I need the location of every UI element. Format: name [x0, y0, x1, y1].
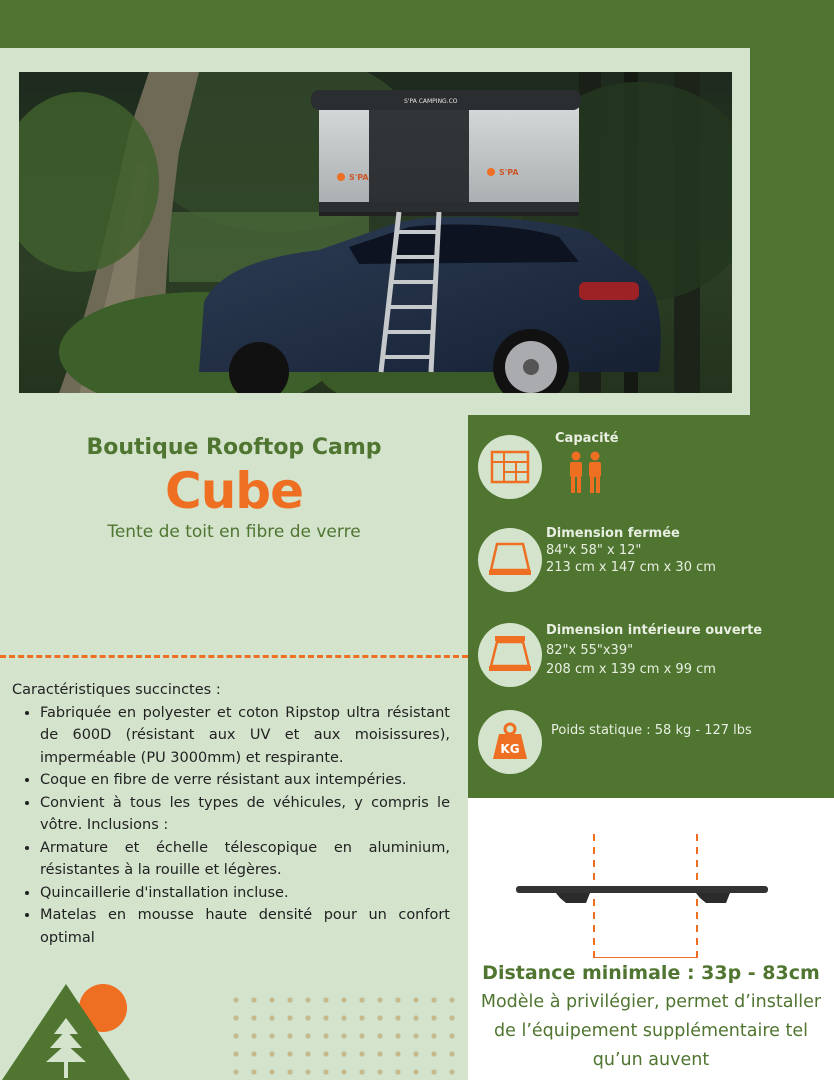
tent-logo-right: S'PA — [499, 168, 519, 177]
tent-logo-left: S'PA — [349, 173, 369, 182]
two-people-icon — [566, 451, 606, 499]
weight-icon — [478, 710, 542, 774]
features-title: Caractéristiques succinctes : — [12, 682, 221, 698]
tent-logo-mark-left — [337, 173, 345, 181]
tent-logo-mark-right — [487, 168, 495, 176]
roof-rack-diagram — [468, 798, 834, 958]
product-tagline: Tente de toit en fibre de verre — [107, 522, 361, 542]
closed-dimension-cm: 213 cm x 147 cm x 30 cm — [546, 560, 716, 575]
product-name: Cube — [165, 462, 303, 520]
feature-item: • Coque en fibre de verre résistant aux intempéries. — [40, 769, 450, 792]
store-name: Boutique Rooftop Camp — [86, 435, 382, 460]
capacity-title: Capacité — [555, 431, 619, 446]
feature-item: • Fabriquée en polyester et coton Ripstop ultra résistant de 600D (résistant aux UV et aux moisissures), imperméable (PU 3000mm) et respirante. — [40, 702, 450, 770]
decorative-dots — [232, 996, 462, 1080]
min-distance-title: Distance minimale : 33p - 83cm — [482, 962, 820, 984]
feature-item: • Convient à tous les types de véhicules, y compris le vôtre. Inclusions : — [40, 792, 450, 837]
floorplan-icon — [478, 435, 542, 499]
closed-tent-icon — [478, 528, 542, 592]
product-photo-illustration — [19, 72, 732, 393]
distance-panel — [468, 798, 834, 1080]
open-dimension-title: Dimension intérieure ouverte — [546, 623, 763, 638]
static-weight-text: Poids statique : 58 kg - 127 lbs — [551, 723, 752, 738]
feature-item: • Matelas en mousse haute densité pour un confort optimal — [40, 904, 450, 949]
tent-brand-text: S'PA CAMPING.CO — [404, 98, 458, 105]
dashed-divider — [0, 655, 468, 658]
product-photo — [19, 72, 732, 393]
heading-block — [0, 432, 468, 542]
closed-dimension-title: Dimension fermée — [546, 526, 680, 541]
open-tent-icon — [478, 623, 542, 687]
brand-logo — [0, 980, 135, 1080]
top-band — [0, 0, 834, 48]
spec-panel — [468, 415, 834, 798]
features-section — [12, 679, 450, 949]
open-dimension-cm: 208 cm x 139 cm x 99 cm — [546, 662, 716, 677]
feature-item: • Armature et échelle télescopique en aluminium, résistantes à la rouille et légères. — [40, 837, 450, 882]
closed-dimension-inches: 84"x 58" x 12" — [546, 543, 642, 558]
right-band — [750, 0, 834, 415]
open-dimension-inches: 82"x 55"x39" — [546, 643, 634, 658]
weight-badge-text: KG — [500, 742, 520, 756]
features-list — [12, 702, 450, 950]
min-distance-description: Modèle à privilégier, permet d’installer de l’équipement supplémentaire tel qu’un auvent — [480, 992, 822, 1070]
feature-item: • Quincaillerie d'installation incluse. — [40, 882, 450, 905]
